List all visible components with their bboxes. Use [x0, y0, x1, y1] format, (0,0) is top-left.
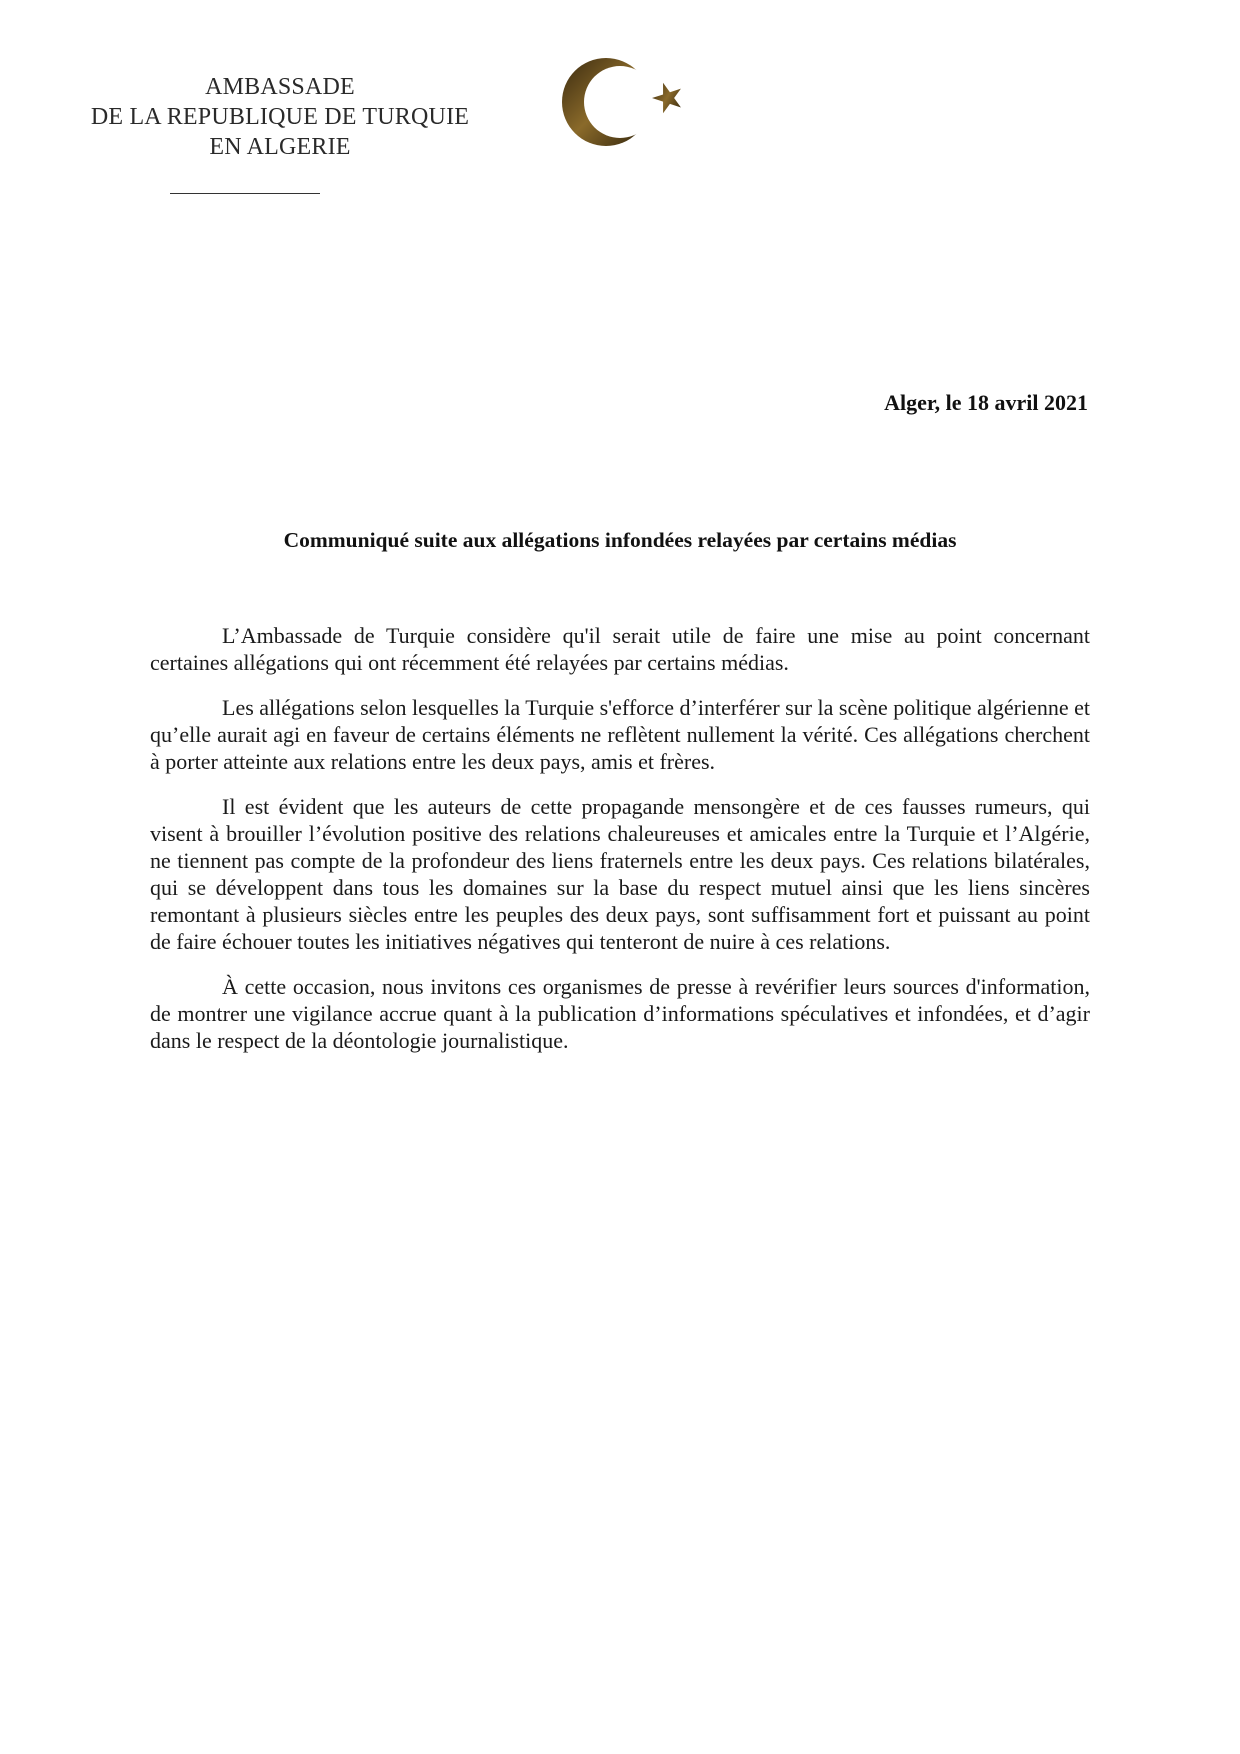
communique-body [150, 622, 1090, 1072]
paragraph: L’Ambassade de Turquie considère qu'il serait utile de faire une mise au point concernant certaines allégations qui ont récemment été relayées par certains médias. [150, 623, 1090, 675]
letterhead-line-1: AMBASSADE [205, 74, 355, 100]
paragraph: Les allégations selon lesquelles la Turquie s'efforce d’interférer sur la scène politique algérienne et qu’elle aurait agi en faveur de certains éléments ne reflètent nullement la vérité. Ces allégations cherchent à porter atteinte aux relations entre les deux pays, amis et frères. [150, 695, 1090, 774]
letterhead-line-2: DE LA REPUBLIQUE DE TURQUIE [90, 104, 470, 130]
letterhead-divider [170, 193, 320, 194]
letterhead-line-3: EN ALGERIE [209, 134, 351, 160]
crescent-star-icon [558, 52, 696, 152]
communique-title: Communiqué suite aux allégations infondées relayées par certains médias [283, 528, 957, 552]
letter-date: Alger, le 18 avril 2021 [884, 390, 1088, 415]
paragraph: Il est évident que les auteurs de cette propagande mensongère et de ces fausses rumeurs, qui visent à brouiller l’évolution positive des relations chaleureuses et amicales entre la Turquie et l’Algérie, ne tiennent pas compte de la profondeur des liens fraternels entre les deux pays. Ces relations bilatérales, qui se développent dans tous les domaines sur la base du respect mutuel ainsi que les liens sincères remontant à plusieurs siècles entre les peuples des deux pays, sont suffisamment fort et puissant au point de faire échouer toutes les initiatives négatives qui tenteront de nuire à ces relations. [150, 794, 1090, 954]
letterhead [60, 72, 500, 162]
paragraph: À cette occasion, nous invitons ces organismes de presse à revérifier leurs sources d'information, de montrer une vigilance accrue quant à la publication d’informations spéculatives et infondées, et d’agir dans le respect de la déontologie journalistique. [150, 974, 1090, 1053]
